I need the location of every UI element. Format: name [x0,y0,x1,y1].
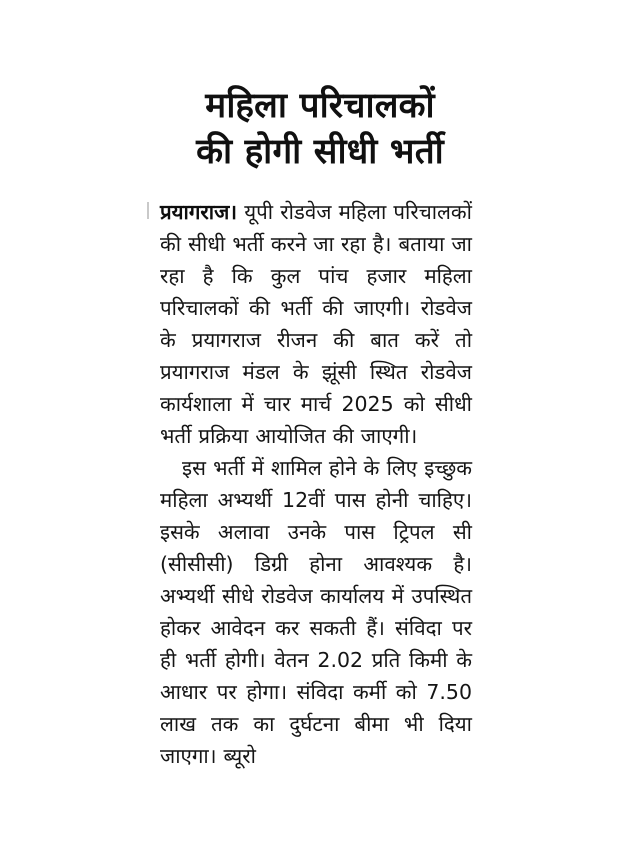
headline-line-2: की होगी सीधी भर्ती [196,132,444,173]
article-paragraph-1 [160,196,472,452]
headline-line-1: महिला परिचालकों [205,86,435,127]
article-paragraph-2: इस भर्ती में शामिल होने के लिए इच्छुक महिला अभ्यर्थी 12वीं पास होनी चाहिए। इसके अलावा उनके पास ट्रिपल सी (सीसीसी) डिग्री होना आवश्यक है। अभ्यर्थी सीधे रोडवेज कार्यालय में उपस्थित होकर आवेदन कर सकती हैं। संविदा पर ही भर्ती होगी। वेतन 2.02 प्रति किमी के आधार पर होगा। संविदा कर्मी को 7.50 लाख तक का दुर्घटना बीमा भी दिया जाएगा। ब्यूरो [160,456,472,768]
dateline: प्रयागराज। [160,200,238,224]
scan-artifact-tick [147,202,149,219]
paragraph-1-text: यूपी रोडवेज महिला परिचालकों की सीधी भर्ती करने जा रहा है। बताया जा रहा है कि कुल पांच हजार महिला परिचालकों की भर्ती की जाएगी। रोडवेज के प्रयागराज रीजन की बात करें तो प्रयागराज मंडल के झूंसी स्थित रोडवेज कार्यशाला में चार मार्च 2025 को सीधी भर्ती प्रक्रिया आयोजित की जाएगी। [160,200,472,448]
bottom-crop-edge [0,776,640,853]
headline [120,83,520,175]
article-body [160,196,472,772]
